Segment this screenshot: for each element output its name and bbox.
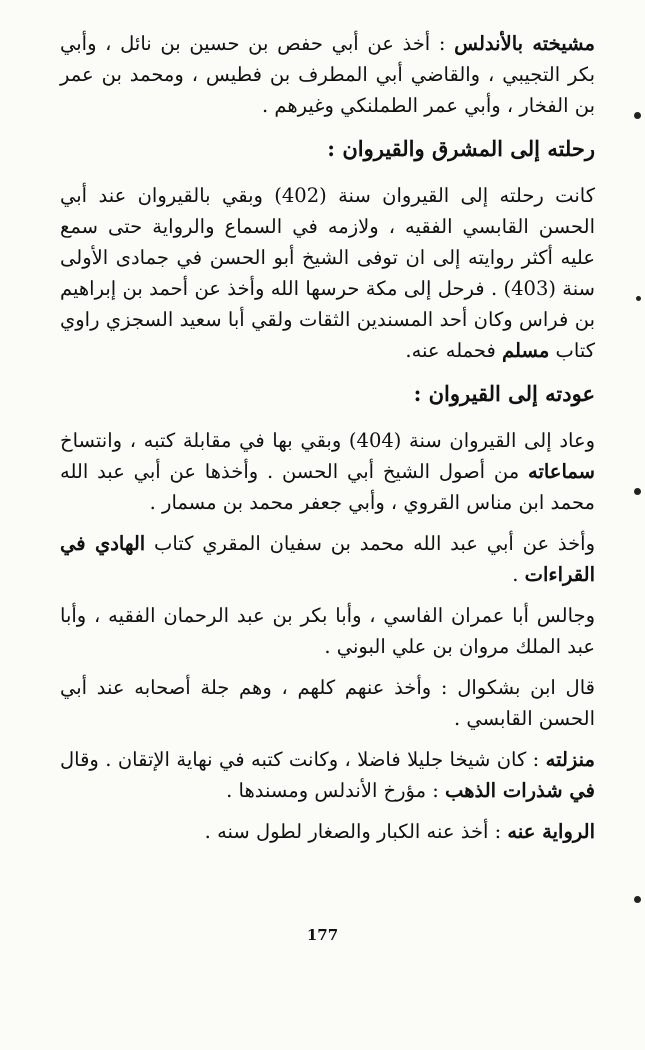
term-shadharat: في شذرات الذهب [445,779,595,802]
text-alhadi-a: وأخذ عن أبي عبد الله محمد بن سفيان المقري كتاب [145,532,595,555]
page-body [60,28,595,847]
paragraph-ibn-bashkuwal: قال ابن بشكوال : وأخذ عنهم كلهم ، وهم جلة أصحابه عند أبي الحسن القابسي . [60,676,595,730]
term-narration: الرواية عنه [507,820,595,843]
text-teachers-andalus: : أخذ عن أبي حفص بن حسين بن نائل ، وأبي بكر التجيبي ، والقاضي أبي المطرف بن فطيس ، ومحمد بن عمر بن الفخار ، وأبي عمر الطملنكي وغيرهم . [60,32,595,117]
text-narration: : أخذ عنه الكبار والصغار لطول سنه . [204,820,508,843]
paragraph-journey [60,180,595,366]
heading-journey-east: رحلته إلى المشرق والقيروان : [327,136,595,161]
text-status-b: : مؤرخ الأندلس ومسندها . [226,779,446,802]
text-journey-b: فحمله عنه. [405,339,503,362]
term-muslim: مسلم [502,339,550,362]
paragraph-return [60,425,595,518]
term-teachers-andalus: مشيخته بالأندلس [454,32,595,55]
paragraph-teachers-andalus [60,28,595,121]
margin-mark [634,112,641,119]
term-samaatihi: سماعاته [527,460,595,483]
paragraph-alhadi [60,528,595,590]
text-return-a: وعاد إلى القيروان سنة (404) وبقي بها في مقابلة كتبه ، وانتساخ [60,429,595,452]
paragraph-narration [60,816,595,847]
margin-mark [634,488,641,495]
text-status-a: : كان شيخا جليلا فاضلا ، وكانت كتبه في نهاية الإتقان . وقال [60,748,546,771]
heading-return-qairawan: عودته إلى القيروان : [413,381,595,406]
paragraph-status [60,744,595,806]
text-alhadi-b: . [512,563,525,586]
text-return-b: من أصول الشيخ أبي الحسن . وأخذها عن أبي عبد الله محمد ابن مناس القروي ، وأبي جعفر محمد بن مسمار . [60,460,595,514]
term-status: منزلته [545,748,595,771]
text-journey-a: كانت رحلته إلى القيروان سنة (402) وبقي بالقيروان عند أبي الحسن القابسي الفقيه ، ولازمه في السماع والرواية حتى سمع عليه أكثر روايته إلى ان توفى الشيخ أبو الحسن في جمادى الأولى سنة (403) . فرحل إلى مكة حرسها الله وأخذ عن أحمد بن إبراهيم بن فراس وكان أحد المسندين الثقات ولقي أبا سعيد السجزي راوي كتاب [60,184,595,362]
margin-mark [634,896,641,903]
paragraph-companions: وجالس أبا عمران الفاسي ، وأبا بكر بن عبد الرحمان الفقيه ، وأبا عبد الملك مروان بن علي البوني . [60,604,595,658]
term-alhadi: الهادي في القراءات [60,532,595,586]
page-number: 177 [306,926,339,944]
margin-mark [636,296,641,301]
